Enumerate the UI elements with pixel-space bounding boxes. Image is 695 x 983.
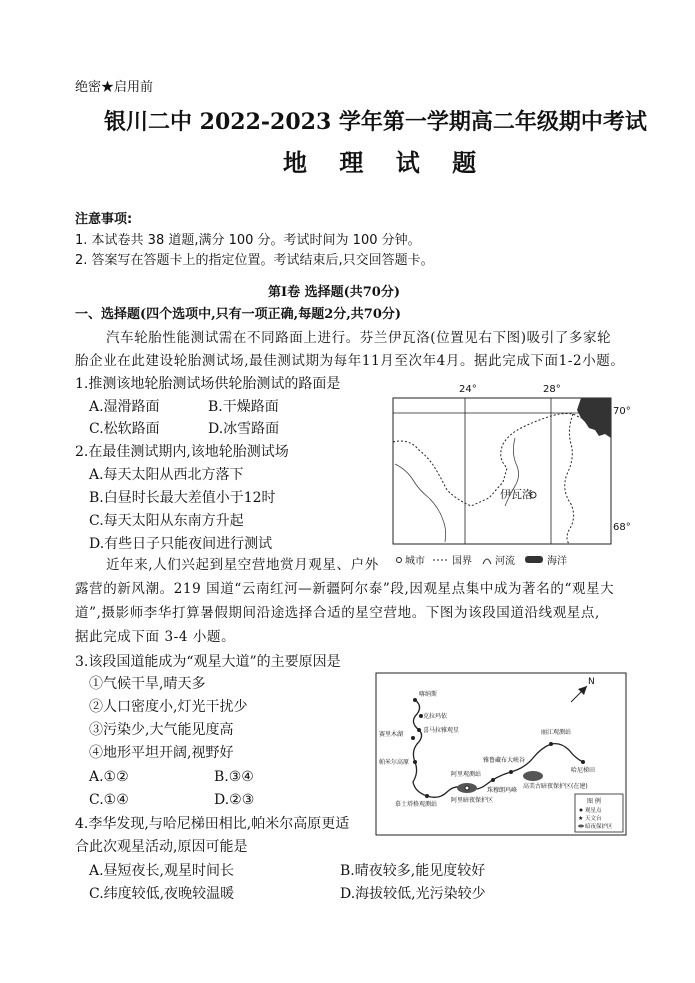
map2-legend-observatory: 天文台	[585, 816, 602, 822]
map2-point-hani	[581, 760, 585, 764]
map2-point-ali	[465, 786, 469, 790]
q3-option-d: D.②③	[214, 792, 255, 808]
exam-title: 银川二中 2022-2023 学年第一学期高二年级期中考试	[104, 109, 647, 135]
passage2-line2: 露营的新风潮。219 国道“云南红河—新疆阿尔泰”段,因观星点集中成为著名的“观星大	[75, 581, 615, 597]
map2-label-hani: 哈尼梯田	[571, 767, 596, 774]
map1-frame	[393, 398, 611, 544]
q3-item-3: ③污染少,大气能见度高	[89, 722, 234, 738]
q1-option-d: D.冰雪路面	[208, 421, 280, 437]
map2-point-kanas	[413, 698, 417, 702]
passage1-line2: 胎企业在此建设轮胎测试场,最佳测试期为每年11月至次年4月。据此完成下面1-2小题。	[75, 353, 625, 369]
map2-legend-reserve: 暗夜保护区	[585, 824, 613, 830]
section-heading: 一、选择题(四个选项中,只有一项正确,每题2分,共70分)	[75, 307, 402, 322]
map1-lat68: 68°	[613, 522, 631, 533]
q2-option-d: D.有些日子只能夜间进行测试	[89, 536, 273, 552]
map1-city-ivalo: 伊瓦洛	[500, 488, 533, 501]
map1-legend-ocean-icon	[525, 556, 543, 563]
passage2-line4: 据此完成下面 3-4 小题。	[75, 629, 236, 645]
map2-legend-observatory-icon: ★	[578, 815, 584, 822]
map2-point-yarlung	[509, 770, 513, 774]
map2-point-everest	[491, 778, 495, 782]
q4-option-b: B.晴夜较多,能见度较好	[340, 863, 486, 879]
map2-legend-reserve-icon	[578, 825, 584, 828]
map2-label-ali-station: 阿里观测站	[451, 771, 482, 778]
route219-map	[375, 672, 627, 836]
map2-label-sayram: 赛里木湖	[379, 731, 404, 738]
q4-stem-line2: 合此次观星活动,原因可能是	[75, 839, 248, 855]
map2-label-gaomeigu: 高美古暗夜保护区(在建)	[523, 783, 588, 790]
map2-point-muztagh	[425, 794, 429, 798]
map1-lon24: 24°	[459, 384, 477, 395]
q1-option-a: A.湿滑路面	[89, 399, 160, 415]
q3-item-4: ④地形平坦开阔,视野好	[89, 745, 234, 761]
map2-label-ali-reserve: 阿里暗夜保护区	[451, 797, 494, 804]
map2-north: N	[588, 677, 595, 687]
q4-option-a: A.昼短夜长,观星时间长	[89, 863, 235, 879]
q2-stem: 2.在最佳测试期内,该地轮胎测试场	[75, 444, 289, 460]
q3-option-a: A.①②	[89, 769, 129, 785]
map2-legend-point: 观星点	[585, 808, 602, 814]
notice-item-1: 1. 本试卷共 38 道题,满分 100 分。考试时间为 100 分钟。	[75, 233, 421, 248]
q2-option-c: C.每天太阳从东南方升起	[89, 513, 244, 529]
map2-label-kanas: 喀纳斯	[419, 691, 438, 698]
secret-label: 绝密★启用前	[75, 80, 154, 95]
map2-label-lijiang: 丽江观测站	[541, 729, 572, 736]
part1-heading: 第Ⅰ卷 选择题(共70分)	[268, 285, 400, 300]
q2-option-a: A.每天太阳从西北方落下	[89, 467, 244, 483]
map1-lon28: 28°	[543, 384, 561, 395]
q4-option-c: C.纬度较低,夜晚较温暖	[89, 886, 235, 902]
map2-label-pamir: 帕米尔高原	[379, 759, 410, 766]
q1-stem: 1.推测该地轮胎测试场供轮胎测试的路面是	[75, 376, 341, 392]
q3-option-b: B.③④	[214, 769, 254, 785]
q3-item-1: ①气候干旱,晴天多	[89, 676, 206, 692]
map1-legend-city: 城市	[405, 556, 425, 567]
q1-option-c: C.松软路面	[89, 421, 160, 437]
map2-point-pamir	[413, 760, 417, 764]
q3-stem: 3.该段国道能成为“观星大道”的主要原因是	[75, 654, 341, 670]
map2-label-muztagh: 慕士塔格观测站	[395, 801, 438, 808]
q4-stem-line1: 4.李华发现,与哈尼梯田相比,帕米尔高原更适	[75, 816, 350, 832]
passage2-line3: 道”,摄影师李华打算暑假期间沿途选择合适的星空营地。下图为该段国道沿线观星点,	[75, 605, 600, 621]
q4-option-d: D.海拔较低,光污染较少	[340, 886, 486, 902]
map1-legend-city-icon	[397, 558, 402, 563]
map2-legend-point-icon	[580, 809, 583, 812]
notice-item-2: 2. 答案写在答题卡上的指定位置。考试结束后,只交回答题卡。	[75, 253, 434, 268]
map2-point-sayram	[411, 736, 415, 740]
map1-legend-river-icon	[483, 559, 491, 564]
map1-legend-ocean: 海洋	[547, 556, 567, 567]
q3-item-2: ②人口密度小,灯光干扰少	[89, 699, 248, 715]
q2-option-b: B.白昼时长最大差值小于12时	[89, 490, 276, 506]
passage1-line1: 汽车轮胎性能测试需在不同路面上进行。芬兰伊瓦洛(位置见右下图)吸引了多家轮	[106, 330, 612, 346]
map2-label-xmly: 喜马拉雅观星	[423, 727, 460, 734]
q3-option-c: C.①④	[89, 792, 129, 808]
notice-heading: 注意事项:	[75, 212, 133, 227]
map1-legend-river: 河流	[495, 556, 515, 567]
q1-option-b: B.干燥路面	[208, 399, 279, 415]
map2-point-xmly	[417, 728, 421, 732]
passage2-line1: 近年来,人们兴起到星空营地赏月观星、户外	[106, 557, 379, 573]
map2-legend-title: 图 例	[587, 798, 601, 805]
map2-label-yarlung: 雅鲁藏布大峡谷	[483, 757, 526, 764]
map1-legend-border: 国界	[452, 556, 472, 567]
map2-point-lijiang	[549, 742, 553, 746]
subject-title: 地 理 试 题	[283, 148, 489, 177]
map2-gaomeigu-reserve	[523, 771, 543, 781]
map2-label-everest: 珠穆朗玛峰	[487, 787, 518, 794]
map2-label-karamay: 克拉玛依	[423, 713, 448, 720]
map1-lat70: 70°	[613, 406, 631, 417]
finland-map	[385, 378, 635, 574]
